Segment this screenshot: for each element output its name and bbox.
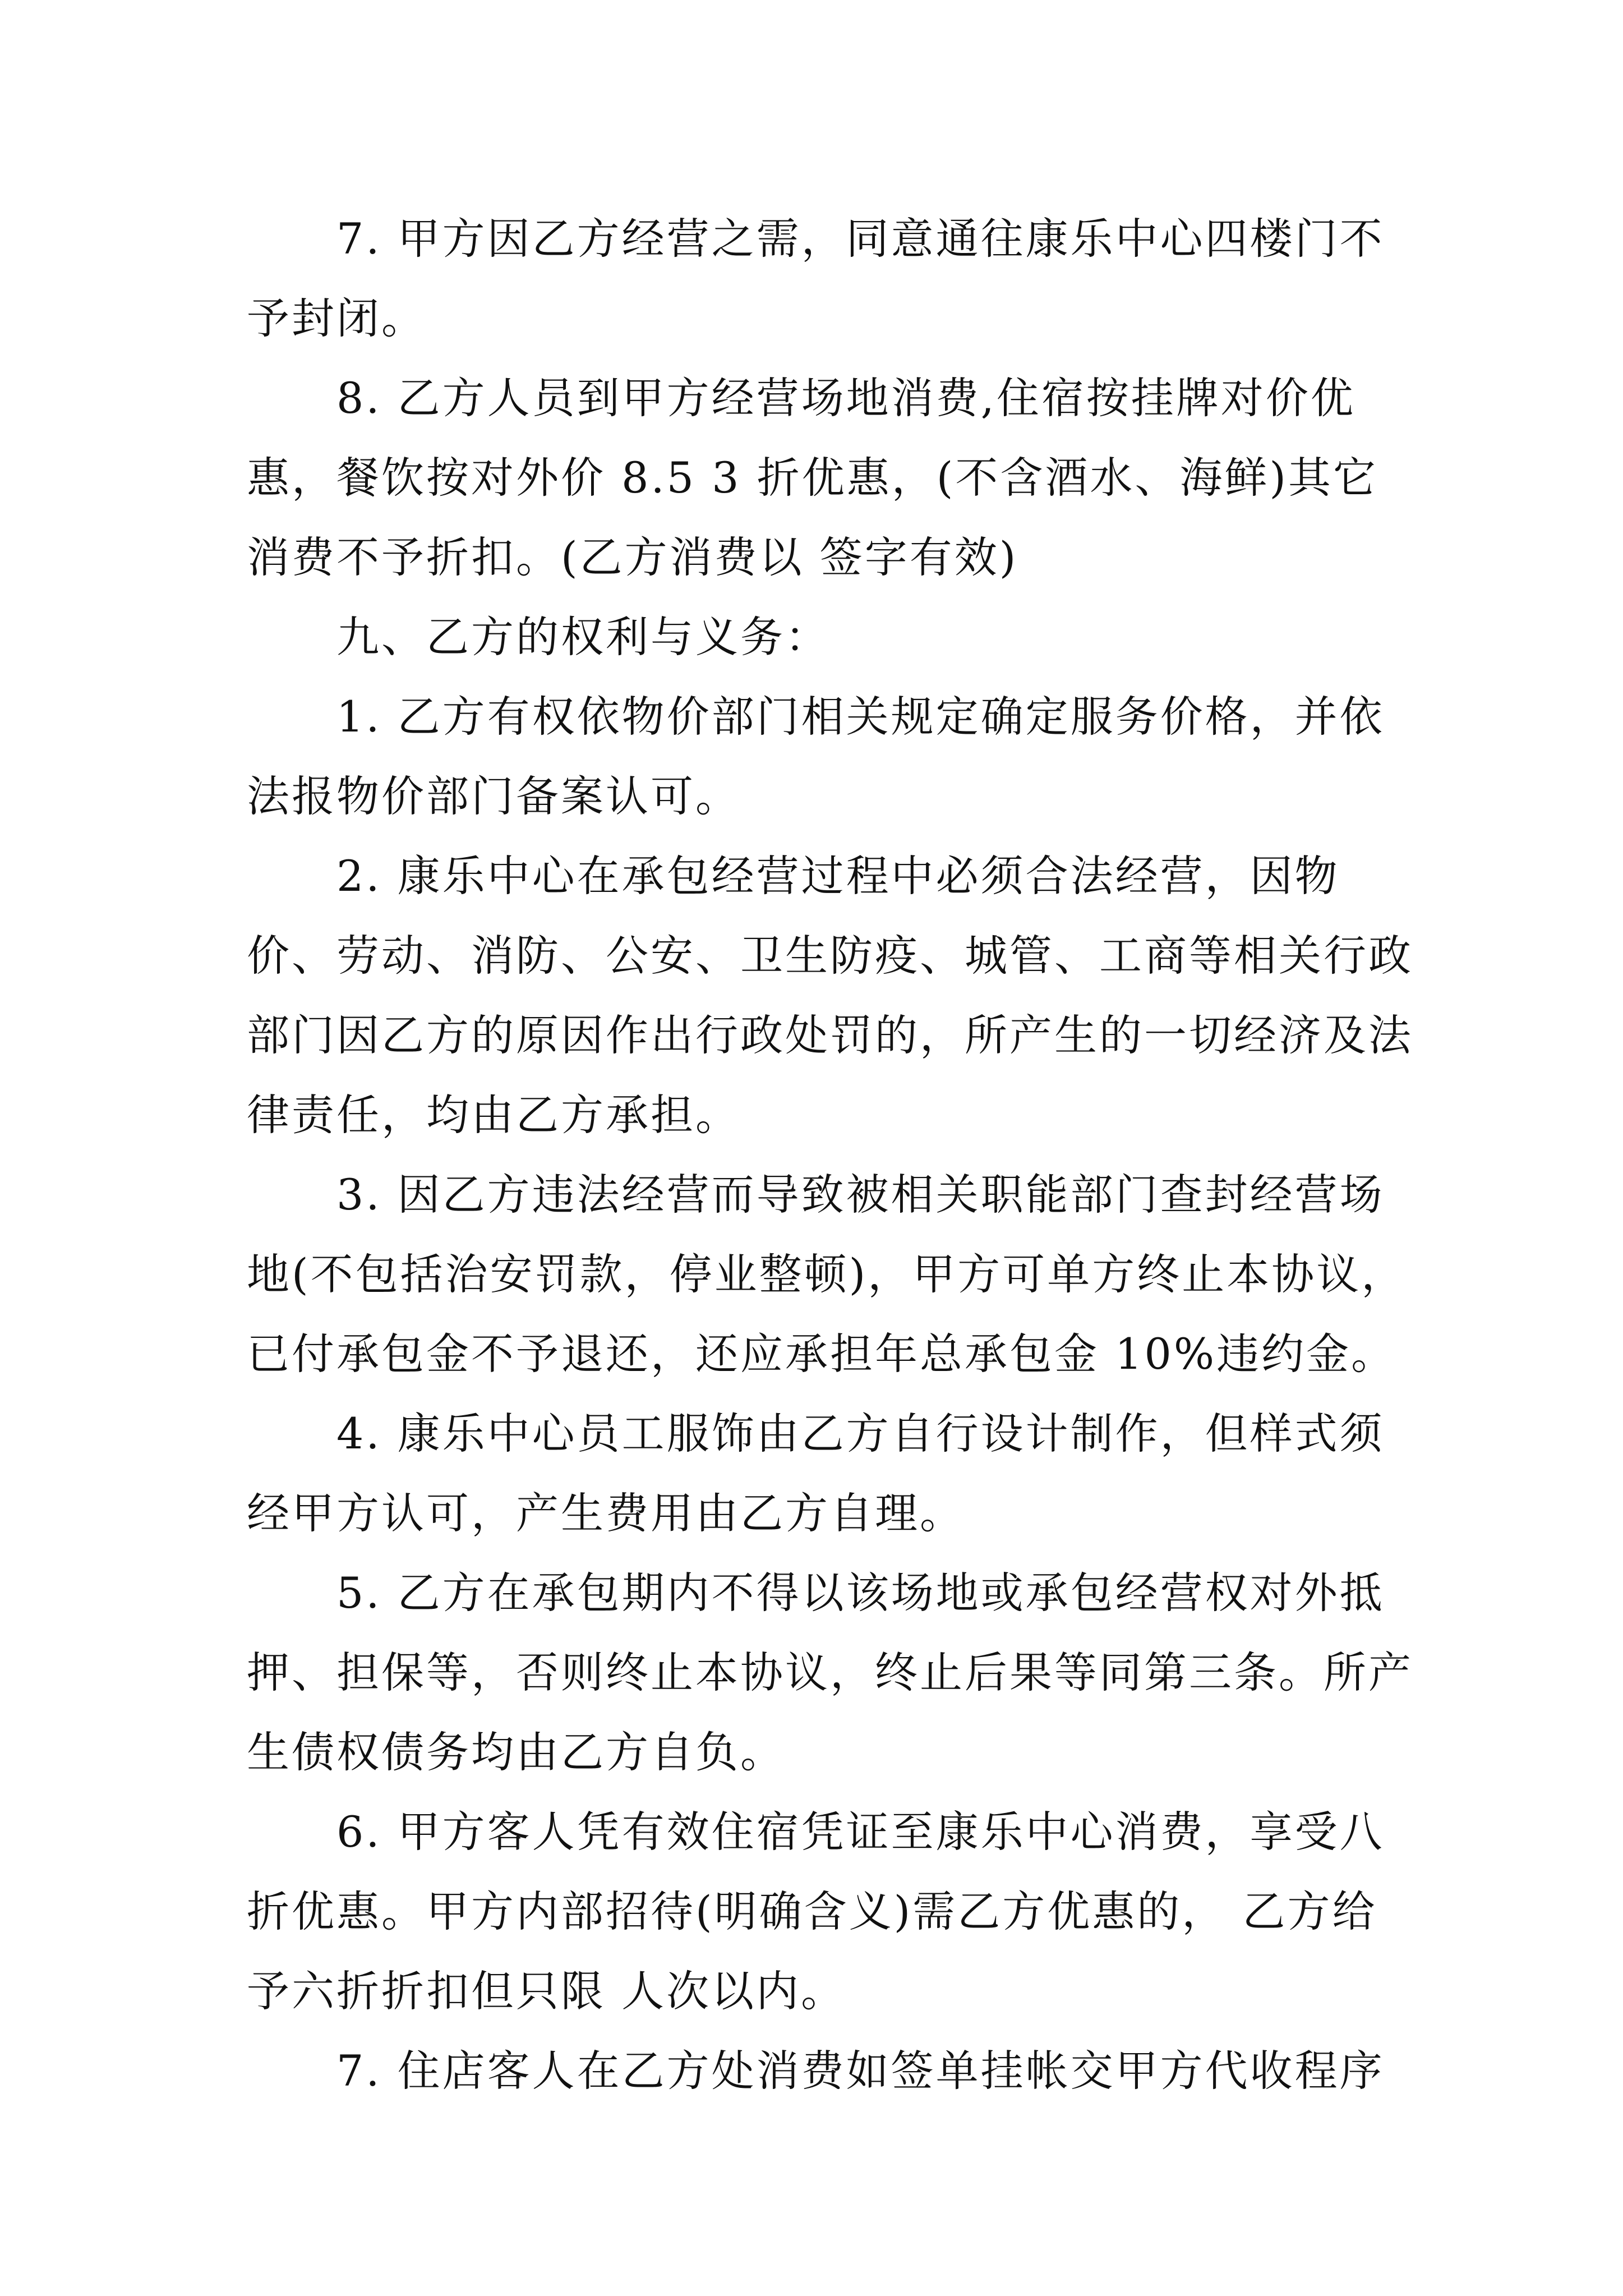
clause-9-2-paragraph: 2. 康乐中心在承包经营过程中必须合法经营，因物价、劳动、消防、公安、卫生防疫、城管、工商等相关行政部门因乙方的原因作出行政处罚的，所产生的一切经济及法律责任，均由乙方承担。 xyxy=(247,851,1413,1140)
clause-9-6-paragraph: 6. 甲方客人凭有效住宿凭证至康乐中心消费，享受八折优惠。甲方内部招待(明确含义)需乙方优惠的， 乙方给予六折折扣但只限 人次以内。 xyxy=(247,1807,1385,2016)
clause-8-7-paragraph: 7. 甲方因乙方经营之需，同意通往康乐中心四楼门不予封闭。 xyxy=(247,214,1385,343)
clause-9-1-paragraph: 1. 乙方有权依物价部门相关规定确定服务价格，并依法报物价部门备案认可。 xyxy=(247,692,1385,821)
clause-9-7-paragraph: 7. 住店客人在乙方处消费如签单挂帐交甲方代收程序 xyxy=(336,2046,1385,2096)
section-9-heading: 九、乙方的权利与义务： xyxy=(336,612,830,662)
clause-9-4-paragraph: 4. 康乐中心员工服饰由乙方自行设计制作，但样式须经甲方认可，产生费用由乙方自理。 xyxy=(247,1409,1385,1538)
clause-8-8-paragraph: 8. 乙方人员到甲方经营场地消费,住宿按挂牌对价优惠，餐饮按对外价 8.5 3 折优惠，(不含酒水、海鲜)其它消费不予折扣。(乙方消费以 签字有效) xyxy=(247,373,1378,582)
document-body xyxy=(247,199,1413,2111)
clause-9-5-paragraph: 5. 乙方在承包期内不得以该场地或承包经营权对外抵押、担保等，否则终止本协议，终止后果等同第三条。所产生债权债务均由乙方自负。 xyxy=(247,1568,1413,1777)
clause-9-3-paragraph: 3. 因乙方违法经营而导致被相关职能部门查封经营场地(不包括治安罚款，停业整顿)，甲方可单方终止本协议，已付承包金不予退还，还应承担年总承包金 10%违约金。 xyxy=(247,1170,1407,1379)
